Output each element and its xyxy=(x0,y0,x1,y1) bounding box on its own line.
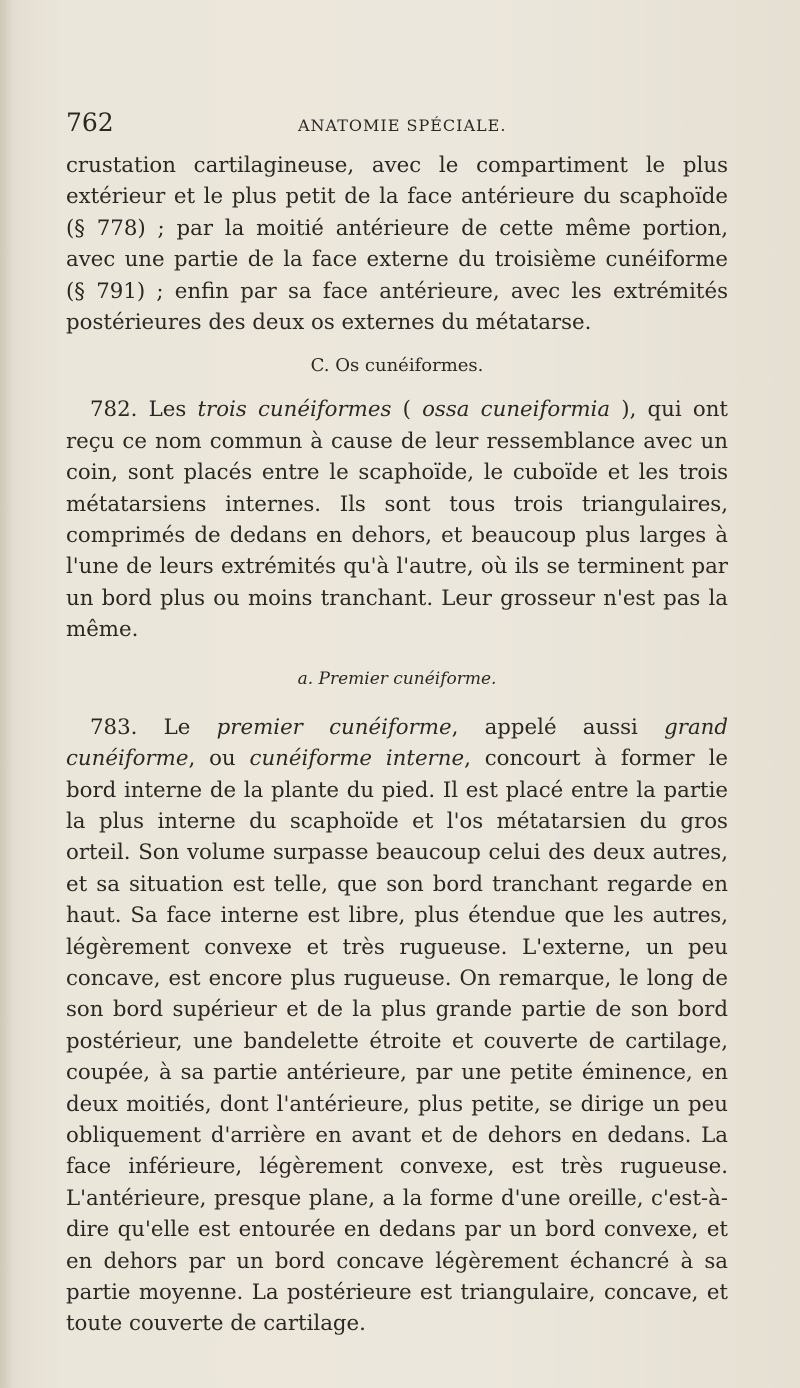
page-number: 762 xyxy=(66,108,114,137)
p782-term-trois-cuneiformes: trois cunéiformes xyxy=(197,397,392,423)
p783-lead: 783. Le xyxy=(90,714,217,740)
p783-mid1: , appelé aussi xyxy=(451,714,665,740)
p782-term-ossa-cuneiformia: ossa cuneiformia xyxy=(422,397,611,423)
p782-lead: 782. Les xyxy=(90,397,198,423)
p782-mid: ( xyxy=(391,397,423,423)
running-head: ANATOMIE SPÉCIALE. xyxy=(298,116,507,135)
section-heading-c: C. Os cunéiformes. xyxy=(310,355,484,377)
p783-mid2: , ou xyxy=(188,746,250,772)
p782-rest: ), qui ont reçu ce nom commun à cause de leur ressemblance avec un coin, sont placés entre le scaphoïde, le cuboïde et les trois métatarsiens internes. Ils sont tous trois triangulaires, comprimés de dedans en dehors, et beaucoup plus larges à l'une de leurs extrémités qu'à l'autre, où ils se terminent par un bord plus ou moins tranchant. Leur grosseur n'est pas la même. xyxy=(66,397,728,643)
subsection-heading-a: a. Premier cunéiforme. xyxy=(297,668,497,689)
p783-rest: , concourt à former le bord interne de la plante du pied. Il est placé entre la partie la plus interne du scaphoïde et l'os métatarsien du gros orteil. Son volume surpasse beaucoup celui des deux autres, et sa situation est telle, que son bord tranchant regarde en haut. Sa face interne est libre, plus étendue que les autres, légèrement convexe et très rugueuse. L'externe, un peu concave, est encore plus rugueuse. On remarque, le long de son bord supérieur et de la plus grande partie de son bord postérieur, une bandelette étroite et couverte de cartilage, coupée, à sa partie antérieure, par une petite éminence, en deux moitiés, dont l'antérieure, plus petite, se dirige un peu obliquement d'arrière en avant et de dehors en dedans. La face inférieure, légèrement convexe, est très rugueuse. L'antérieure, presque plane, a la forme d'une oreille, c'est-à-dire qu'elle est entourée en dedans par un bord convexe, et en dehors par un bord concave légèrement échancré à sa partie moyenne. La postérieure est triangulaire, concave, et toute couverte de cartilage. xyxy=(66,746,728,1337)
paragraph-782 xyxy=(66,394,728,645)
paragraph-intro: crustation cartilagineuse, avec le compartiment le plus extérieur et le plus petit de la face antérieure du scaphoïde (§ 778) ; par la moitié antérieure de cette même portion, avec une partie de la face externe du troisième cunéiforme (§ 791) ; enfin par sa face antérieure, avec les extrémités postérieures des deux os externes du métatarse. xyxy=(66,153,728,336)
page-header xyxy=(66,108,726,148)
p783-term-grand-cuneiforme: grand cunéiforme xyxy=(66,714,728,772)
paragraph-783 xyxy=(66,712,728,1340)
p783-term-cuneiforme-interne: cunéiforme interne xyxy=(249,746,465,772)
body-text xyxy=(66,150,728,1340)
page-gutter-shadow xyxy=(0,0,14,1388)
p783-term-premier-cuneiforme: premier cunéiforme xyxy=(216,714,452,740)
